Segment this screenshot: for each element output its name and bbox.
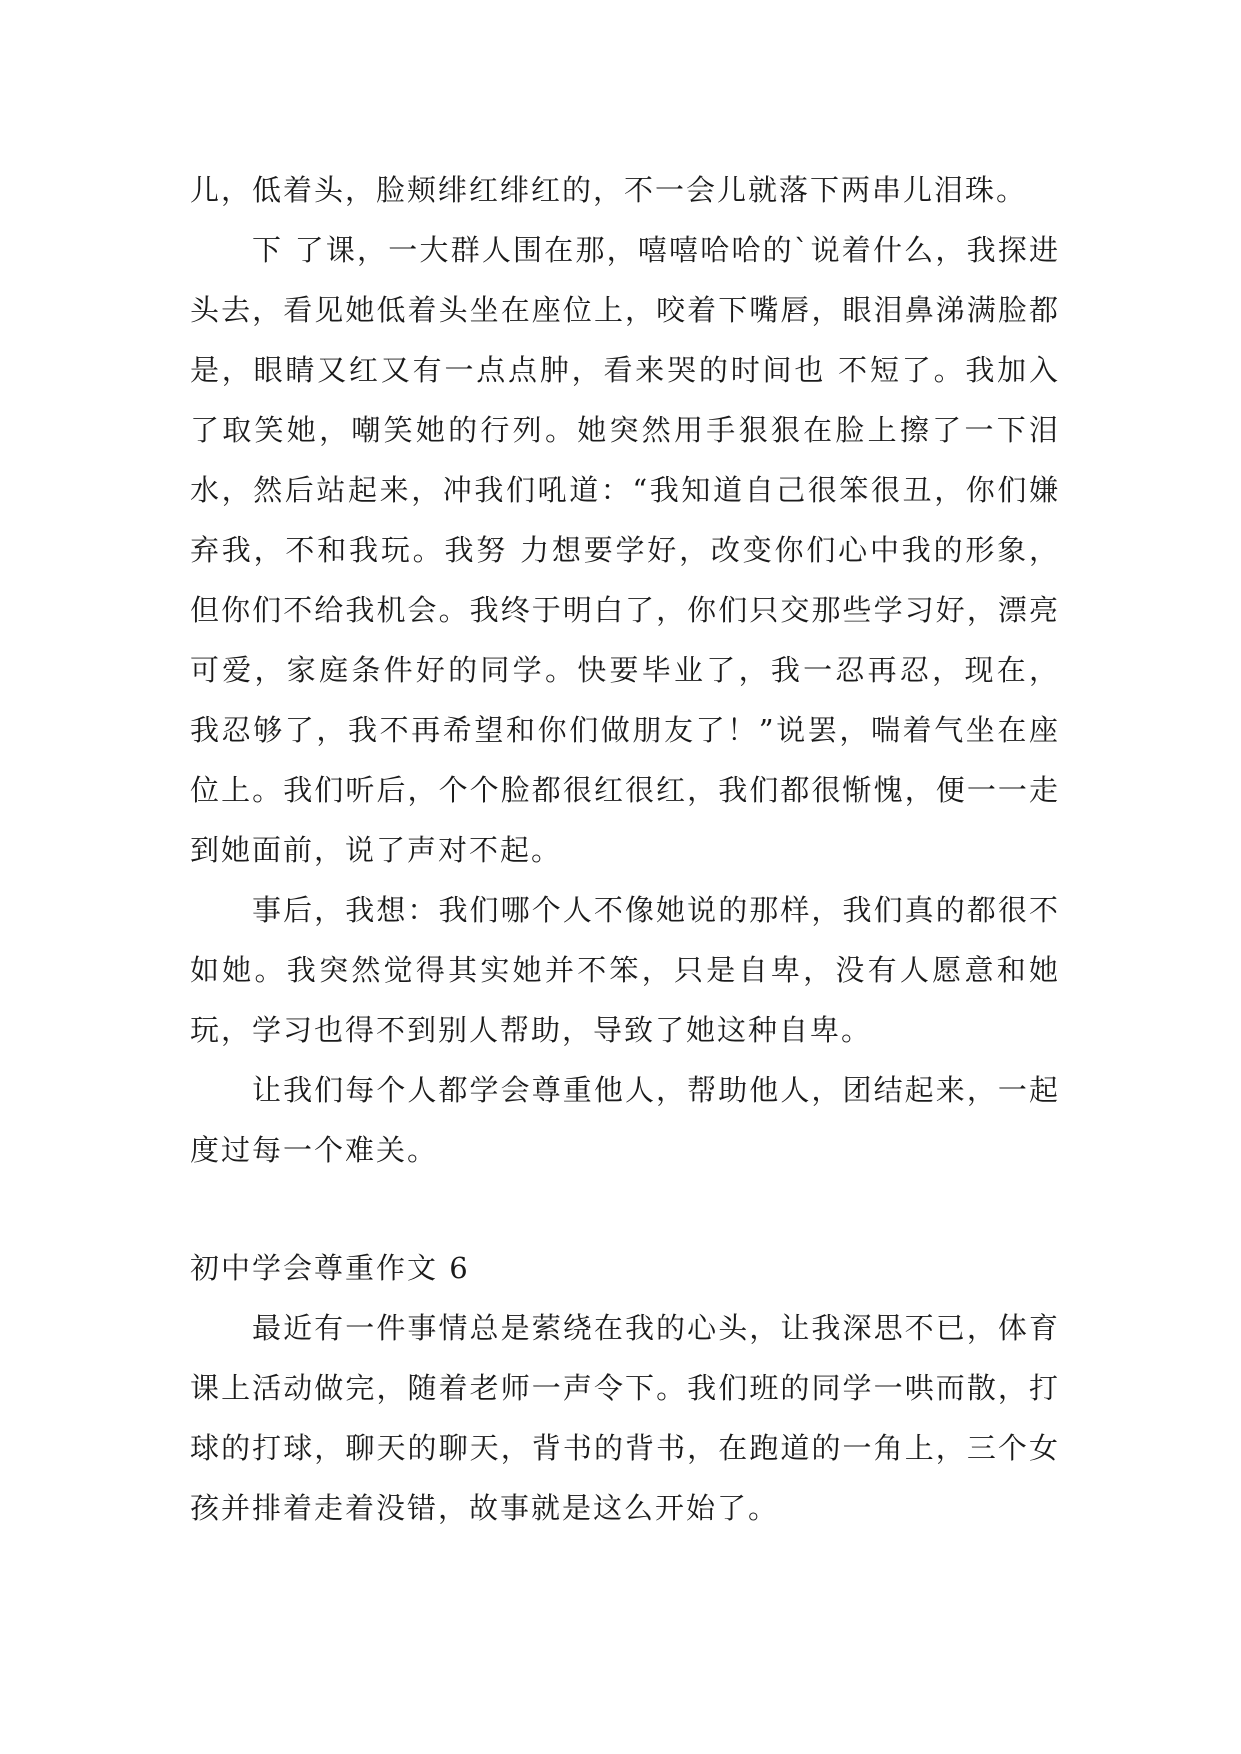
paragraph-conclusion: 让我们每个人都学会尊重他人，帮助他人，团结起来，一起度过每一个难关。 xyxy=(190,1073,1060,1167)
paragraph-classroom: 下 了课，一大群人围在那，嘻嘻哈哈的`说着什么，我探进头去，看见她低着头坐在座位上，咬着下嘴唇，眼泪鼻涕满脸都是，眼睛又红又有一点点肿，看来哭的时间也 不短了。我加入了取笑她，嘲笑她的行列。她突然用手狠狠在脸上擦了一下泪水，然后站起来，冲我们吼道：“我知道自己很笨很丑，你们嫌弃我，不和我玩。我努 力想要学好，改变你们心中我的形象，但你们不给我机会。我终于明白了，你们只交那些学习好，漂亮可爱，家庭条件好的同学。快要毕业了，我一忍再忍，现在， 我忍够了，我不再希望和你们做朋友了！”说罢，喘着气坐在座位上。我们听后，个个脸都很红很红，我们都很惭愧，便一一走到她面前，说了声对不起。 xyxy=(190,233,1060,867)
paragraph-reflection: 事后，我想：我们哪个人不像她说的那样，我们真的都很不如她。我突然觉得其实她并不笨，只是自卑，没有人愿意和她玩，学习也得不到别人帮助，导致了她这种自卑。 xyxy=(190,893,1060,1047)
document-body xyxy=(190,160,1060,1538)
paragraph-new-story: 最近有一件事情总是萦绕在我的心头，让我深思不已，体育课上活动做完，随着老师一声令下。我们班的同学一哄而散，打球的打球，聊天的聊天，背书的背书，在跑道的一角上，三个女孩并排着走着没错，故事就是这么开始了。 xyxy=(190,1311,1060,1525)
section-title: 初中学会尊重作文 6 xyxy=(190,1251,470,1285)
paragraph-continuation: 儿，低着头，脸颊绯红绯红的，不一会儿就落下两串儿泪珠。 xyxy=(190,173,1028,207)
section-gap xyxy=(190,1180,1060,1238)
